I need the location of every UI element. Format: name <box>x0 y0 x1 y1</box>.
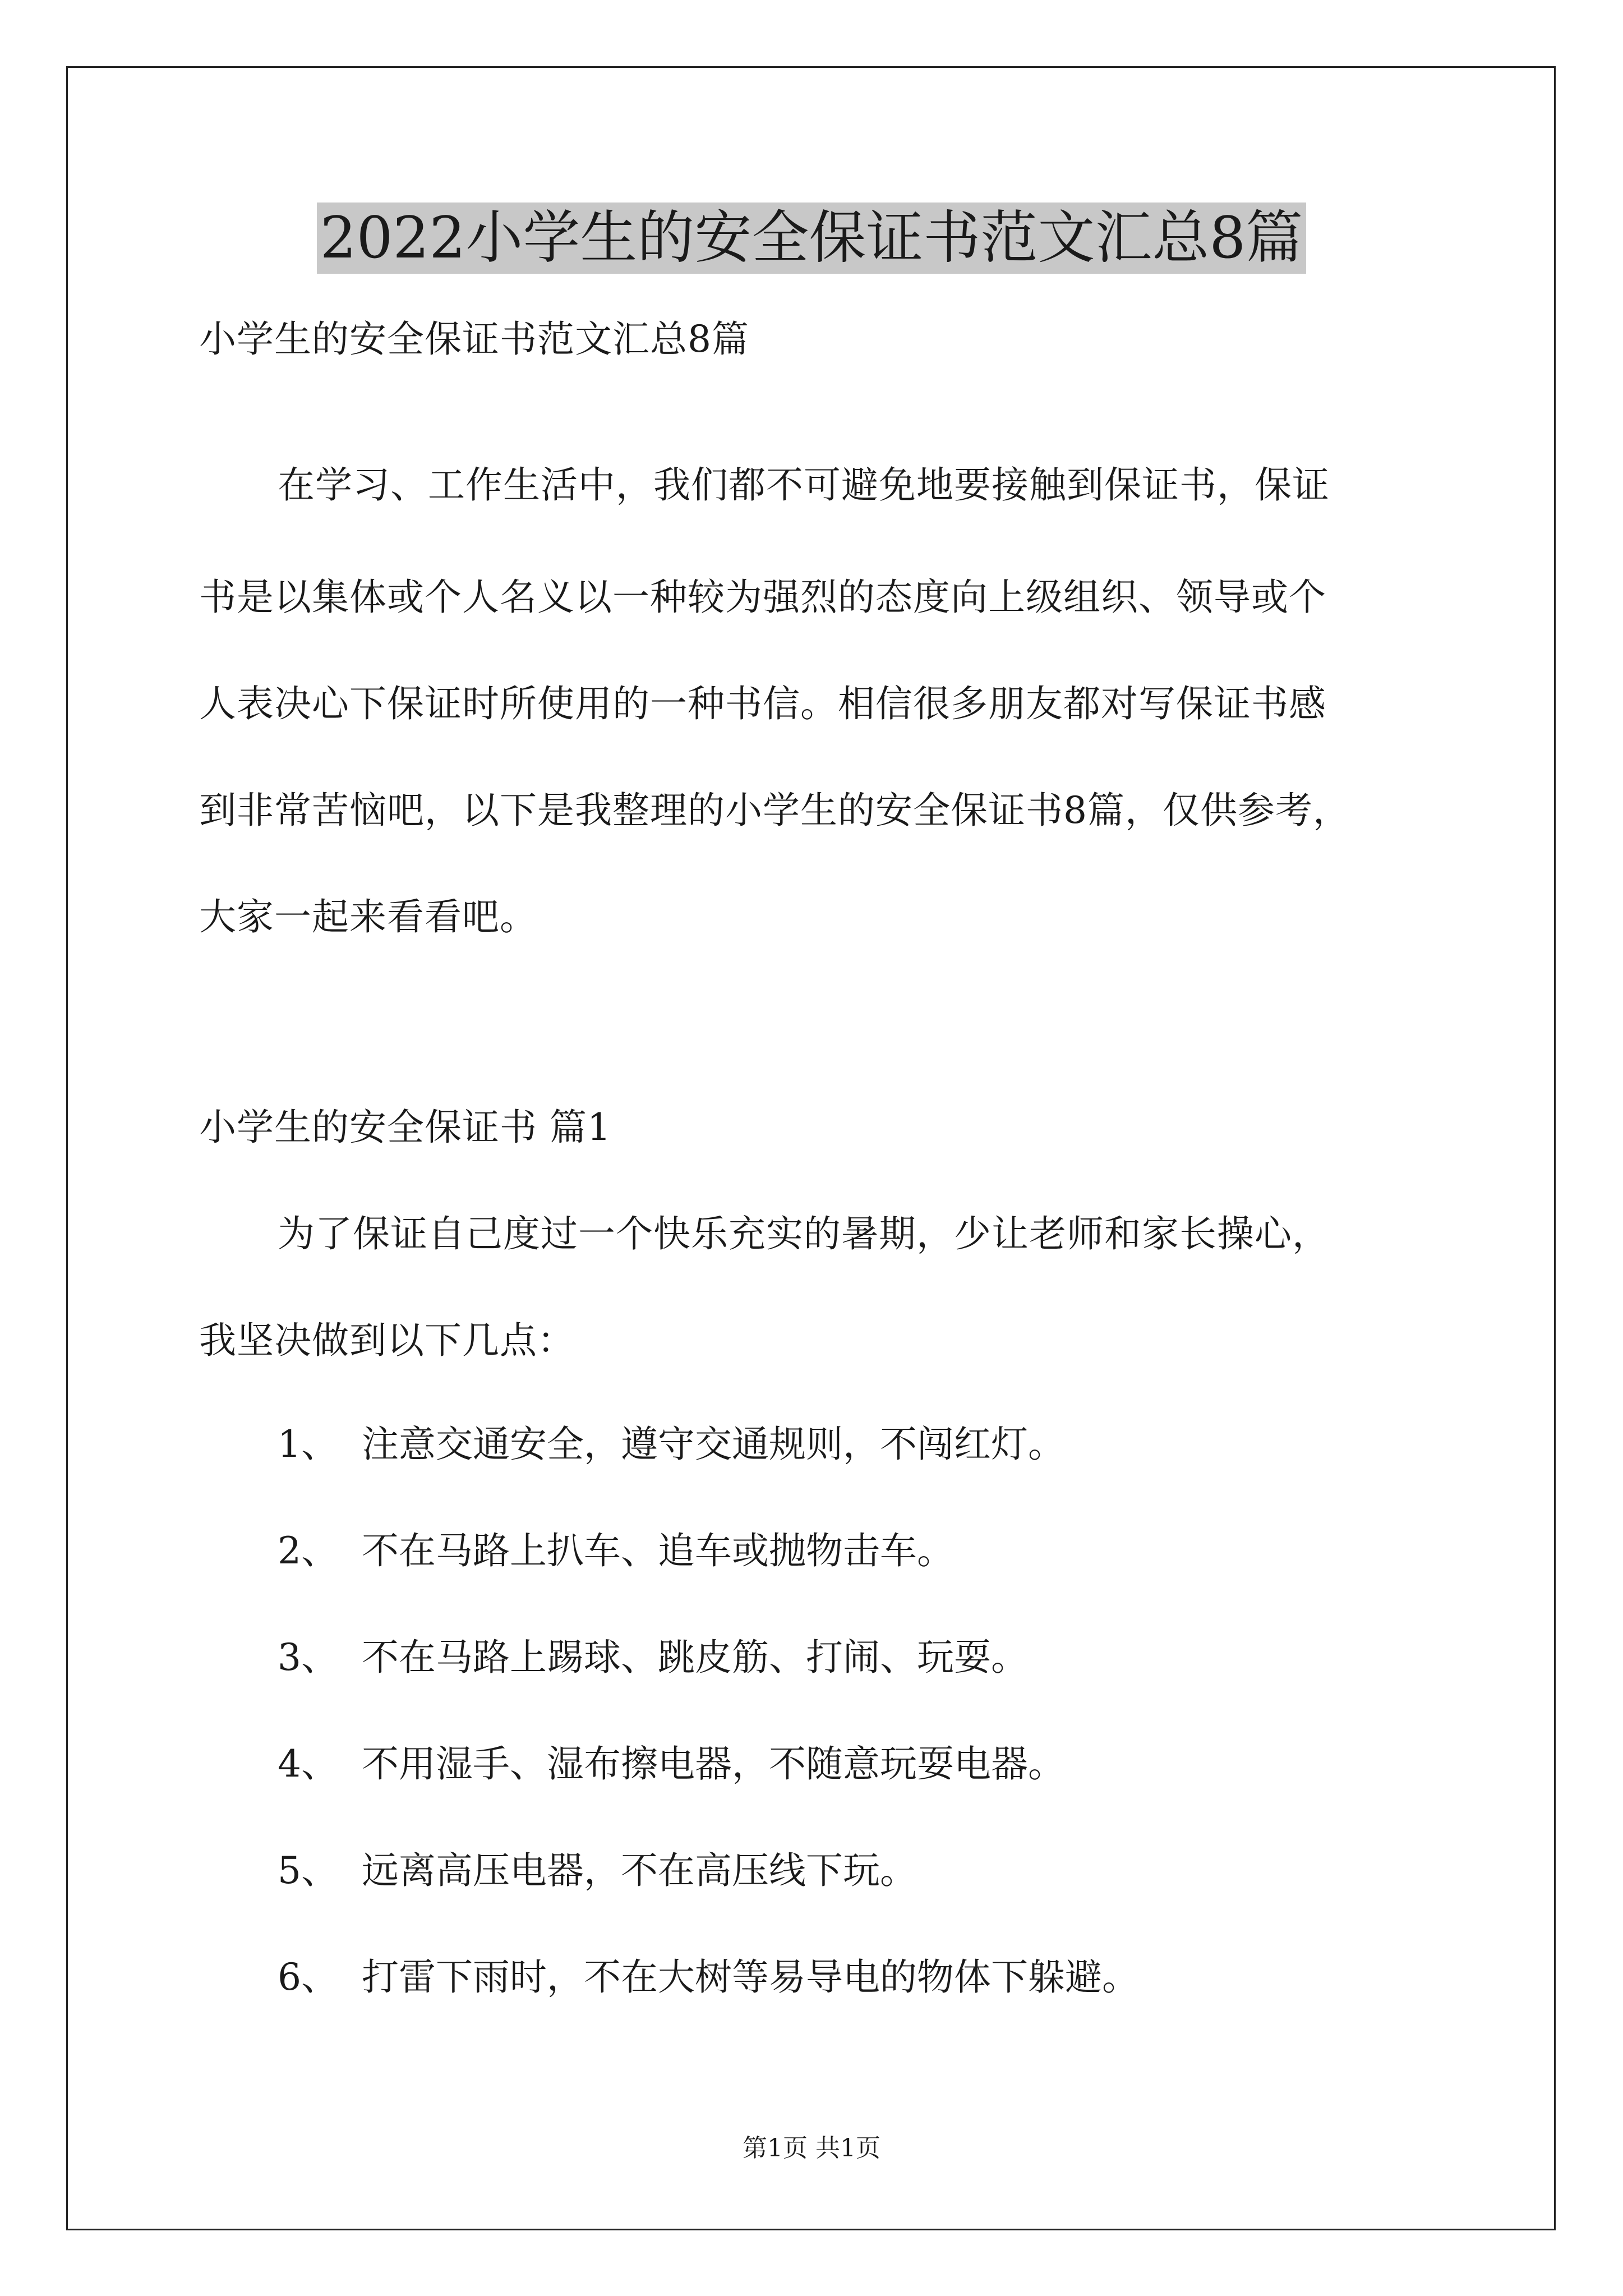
list-item-number: 4、 <box>278 1742 338 1786</box>
list-item <box>278 1419 1065 1470</box>
list-item <box>278 1952 1139 2003</box>
list-item <box>278 1526 954 1576</box>
list-item-text: 注意交通安全，遵守交通规则，不闯红灯。 <box>362 1423 1065 1466</box>
list-item-text: 不用湿手、湿布擦电器，不随意玩耍电器。 <box>362 1742 1065 1786</box>
intro-line-1: 在学习、工作生活中，我们都不可避免地要接触到保证书，保证 <box>278 463 1330 507</box>
section-para-line-2: 我坚决做到以下几点： <box>199 1319 575 1362</box>
list-item-text: 打雷下雨时，不在大树等易导电的物体下躲避。 <box>362 1955 1139 1999</box>
intro-line-4: 到非常苦恼吧，以下是我整理的小学生的安全保证书8篇，仅供参考， <box>199 789 1350 832</box>
document-subtitle: 小学生的安全保证书范文汇总8篇 <box>199 318 749 361</box>
list-item-text: 不在马路上踢球、跳皮筋、打闹、玩耍。 <box>362 1636 1028 1679</box>
list-item <box>278 1632 1028 1683</box>
list-item-number: 2、 <box>278 1529 338 1572</box>
page-footer: 第1页 共1页 <box>743 2134 880 2162</box>
section-para-line-1: 为了保证自己度过一个快乐充实的暑期，少让老师和家长操心， <box>278 1212 1330 1255</box>
list-item-text: 不在马路上扒车、追车或抛物击车。 <box>362 1529 954 1572</box>
list-item-number: 1、 <box>278 1423 338 1466</box>
list-item-number: 6、 <box>278 1955 338 1999</box>
document-title: 2022小学生的安全保证书范文汇总8篇 <box>0 199 1623 278</box>
section-heading: 小学生的安全保证书 篇1 <box>199 1106 611 1149</box>
list-item-number: 3、 <box>278 1636 338 1679</box>
intro-line-3: 人表决心下保证时所使用的一种书信。相信很多朋友都对写保证书感 <box>199 682 1326 725</box>
intro-line-2: 书是以集体或个人名义以一种较为强烈的态度向上级组织、领导或个 <box>199 576 1326 619</box>
list-item <box>278 1739 1065 1789</box>
list-item <box>278 1846 917 1896</box>
list-item-number: 5、 <box>278 1849 338 1892</box>
intro-line-5: 大家一起来看看吧。 <box>199 895 537 938</box>
list-item-text: 远离高压电器，不在高压线下玩。 <box>362 1849 917 1892</box>
